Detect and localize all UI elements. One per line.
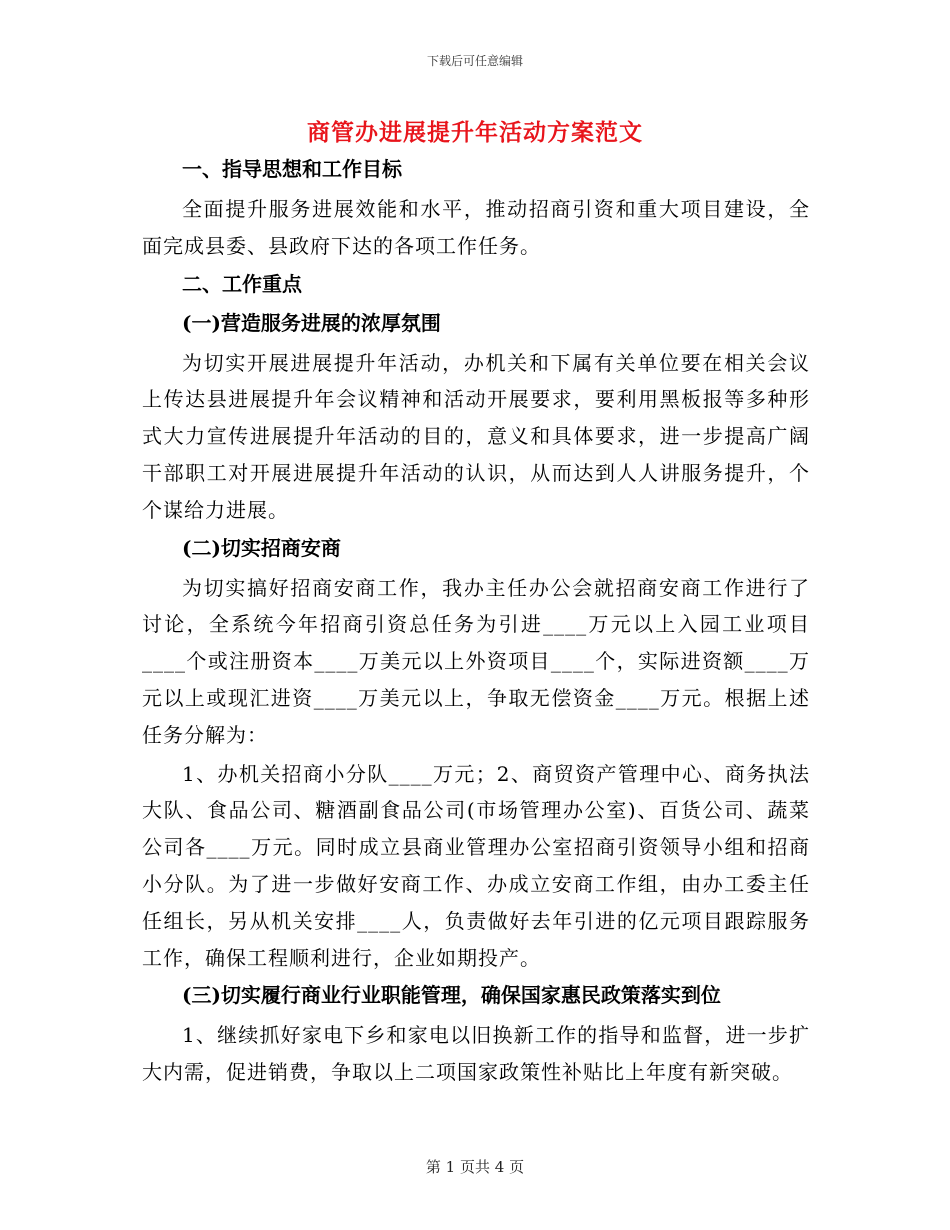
heading-guiding-ideology: 一、指导思想和工作目标: [182, 157, 402, 181]
header-note: 下载后可任意编辑: [426, 54, 523, 68]
paragraph-goals: 全面提升服务进展效能和水平，推动招商引资和重大项目建设，全面完成县委、县政府下达的各项工作任务。: [142, 197, 810, 258]
paragraph-atmosphere: 为切实开展进展提升年活动，办机关和下属有关单位要在相关会议上传达县进展提升年会议精神和活动开展要求，要利用黑板报等多种形式大力宣传进展提升年活动的目的，意义和具体要求，进一步提高广阔干部职工对开展进展提升年活动的认识，从而达到人人讲服务提升，个个谋给力进展。: [142, 350, 810, 522]
heading-atmosphere: (一)营造服务进展的浓厚氛围: [182, 310, 441, 335]
heading-policy: (三)切实履行商业行业职能管理，确保国家惠民政策落实到位: [182, 983, 721, 1008]
page-title: 商管办进展提升年活动方案范文: [307, 119, 643, 146]
document-body: [142, 152, 810, 1093]
page-footer: 第 1 页共 4 页: [425, 1158, 525, 1176]
heading-investment: (二)切实招商安商: [182, 535, 341, 560]
heading-work-focus: 二、工作重点: [182, 271, 302, 296]
paragraph-task-breakdown: 1、办机关招商小分队____万元；2、商贸资产管理中心、商务执法大队、食品公司、糖酒副食品公司(市场管理办公室)、百货公司、蔬菜公司各____万元。同时成立县商业管理办公室招商引资领导小组和招商小分队。为了进一步做好安商工作、办成立安商工作组，由办工委主任任组长，另从机关安排____人，负责做好去年引进的亿元项目跟踪服务工作，确保工程顺利进行，企业如期投产。: [142, 761, 810, 970]
paragraph-appliances: 1、继续抓好家电下乡和家电以旧换新工作的指导和监督，进一步扩大内需，促进销费，争取以上二项国家政策性补贴比上年度有新突破。: [142, 1023, 810, 1085]
paragraph-investment: 为切实搞好招商安商工作，我办主任办公会就招商安商工作进行了讨论，全系统今年招商引资总任务为引进____万元以上入园工业项目____个或注册资本____万美元以上外资项目____个，实际进资额____万元以上或现汇进资____万美元以上，争取无偿资金____万元。根据上述任务分解为：: [142, 575, 810, 747]
